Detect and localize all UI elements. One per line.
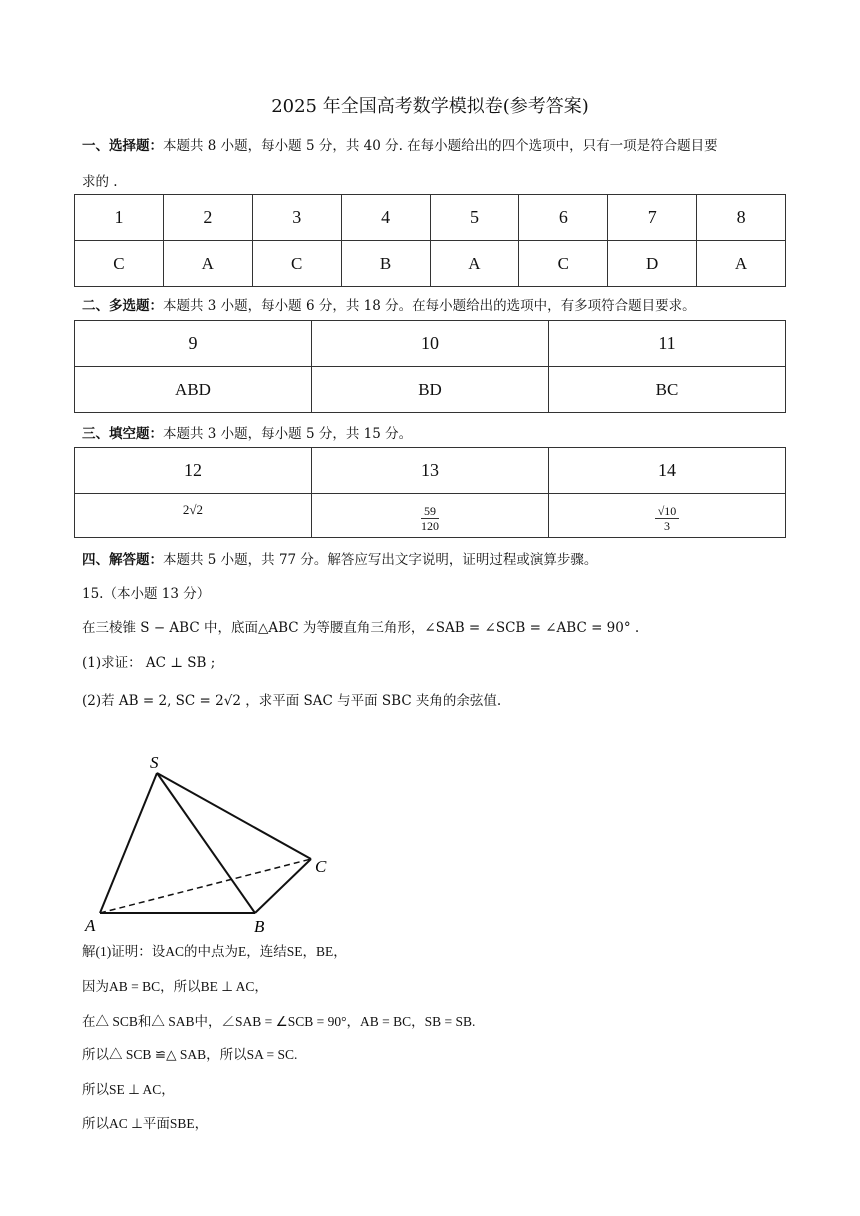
fraction-numerator: 59 bbox=[421, 504, 439, 519]
answer-13-fraction bbox=[421, 504, 439, 533]
fraction-denominator: 3 bbox=[664, 518, 670, 533]
table-row bbox=[75, 448, 786, 494]
edge-sc bbox=[157, 773, 311, 859]
table-row bbox=[75, 195, 786, 241]
answer-cell: BD bbox=[312, 367, 549, 413]
section2-instructions bbox=[82, 294, 696, 314]
section4-heading: 四、解答题： bbox=[82, 552, 163, 568]
edge-sa bbox=[100, 773, 157, 913]
question-number: 4 bbox=[341, 195, 430, 241]
problem15-stem: 在三棱锥 S − ABC 中，底面△ABC 为等腰直角三角形，∠SAB = ∠SCB = ∠ABC = 90° . bbox=[82, 620, 640, 636]
answer-cell: C bbox=[75, 241, 164, 287]
answer-cell: D bbox=[608, 241, 697, 287]
table-row bbox=[75, 367, 786, 413]
solution-line-3: 在△ SCB和△ SAB中，∠SAB = ∠SCB = 90°，AB = BC，SB = SB. bbox=[82, 1014, 476, 1029]
question-number: 7 bbox=[608, 195, 697, 241]
pyramid-figure bbox=[80, 748, 350, 938]
question-number: 3 bbox=[252, 195, 341, 241]
answer-cell: C bbox=[252, 241, 341, 287]
answer-cell: C bbox=[519, 241, 608, 287]
answer-cell bbox=[312, 494, 549, 538]
question-number: 11 bbox=[549, 321, 786, 367]
solution-line-5: 所以SE ⊥ AC， bbox=[82, 1082, 175, 1097]
question-number: 9 bbox=[75, 321, 312, 367]
answer-cell: BC bbox=[549, 367, 786, 413]
edge-bc bbox=[255, 859, 311, 913]
answer-12: 2√2 bbox=[182, 502, 204, 517]
answer-cell: A bbox=[163, 241, 252, 287]
table-row bbox=[75, 241, 786, 287]
section1-heading: 一、选择题： bbox=[82, 138, 163, 154]
answer-cell: A bbox=[430, 241, 519, 287]
section1-text-line2: 求的 . bbox=[82, 174, 118, 190]
section3-text: 本题共 3 小题，每小题 5 分，共 15 分。 bbox=[163, 426, 413, 442]
problem15-part1: (1)求证： AC ⊥ SB ; bbox=[82, 655, 216, 671]
section2-text: 本题共 3 小题，每小题 6 分，共 18 分。在每小题给出的选项中，有多项符合题目要求。 bbox=[163, 298, 696, 314]
question-number: 13 bbox=[312, 448, 549, 494]
question-number: 5 bbox=[430, 195, 519, 241]
answer-cell: B bbox=[341, 241, 430, 287]
section2-answer-table bbox=[74, 320, 786, 413]
section1-text-line1: 本题共 8 小题，每小题 5 分，共 40 分. 在每小题给出的四个选项中，只有一项是符合题目要 bbox=[163, 138, 718, 154]
label-c: C bbox=[315, 857, 327, 876]
section3-answer-table bbox=[74, 447, 786, 538]
section1-instructions bbox=[82, 134, 718, 154]
question-number: 8 bbox=[697, 195, 786, 241]
section3-instructions bbox=[82, 422, 412, 442]
question-number: 14 bbox=[549, 448, 786, 494]
edge-ac-hidden bbox=[100, 859, 311, 913]
answer-cell bbox=[75, 494, 312, 538]
edge-sb bbox=[157, 773, 255, 913]
section1-answer-table bbox=[74, 194, 786, 287]
solution-line-4: 所以△ SCB ≌△ SAB，所以SA = SC. bbox=[82, 1047, 298, 1062]
problem15-part2: (2)若 AB = 2, SC = 2√2 ，求平面 SAC 与平面 SBC 夹角的余弦值. bbox=[82, 693, 502, 709]
section2-heading: 二、多选题： bbox=[82, 298, 163, 314]
question-number: 1 bbox=[75, 195, 164, 241]
label-a: A bbox=[85, 916, 96, 935]
section4-instructions bbox=[82, 548, 597, 568]
answer-cell: A bbox=[697, 241, 786, 287]
answer-14-fraction bbox=[655, 504, 680, 533]
solution-line-2: 因为AB = BC，所以BE ⊥ AC， bbox=[82, 979, 268, 994]
fraction-numerator: √10 bbox=[655, 504, 680, 519]
section4-text: 本题共 5 小题，共 77 分。解答应写出文字说明，证明过程或演算步骤。 bbox=[163, 552, 598, 568]
answer-cell bbox=[549, 494, 786, 538]
question-number: 6 bbox=[519, 195, 608, 241]
table-row bbox=[75, 494, 786, 538]
page-title: 2025 年全国高考数学模拟卷(参考答案) bbox=[271, 96, 589, 117]
solution-line-1: 解(1)证明：设AC的中点为E，连结SE，BE， bbox=[82, 944, 347, 959]
question-number: 12 bbox=[75, 448, 312, 494]
fraction-denominator: 120 bbox=[421, 518, 439, 533]
label-s: S bbox=[150, 753, 159, 772]
section3-heading: 三、填空题： bbox=[82, 426, 163, 442]
problem15-header: 15.（本小题 13 分） bbox=[82, 586, 211, 602]
table-row bbox=[75, 321, 786, 367]
question-number: 2 bbox=[163, 195, 252, 241]
question-number: 10 bbox=[312, 321, 549, 367]
answer-cell: ABD bbox=[75, 367, 312, 413]
label-b: B bbox=[254, 917, 265, 936]
solution-line-6: 所以AC ⊥平面SBE， bbox=[82, 1116, 209, 1131]
